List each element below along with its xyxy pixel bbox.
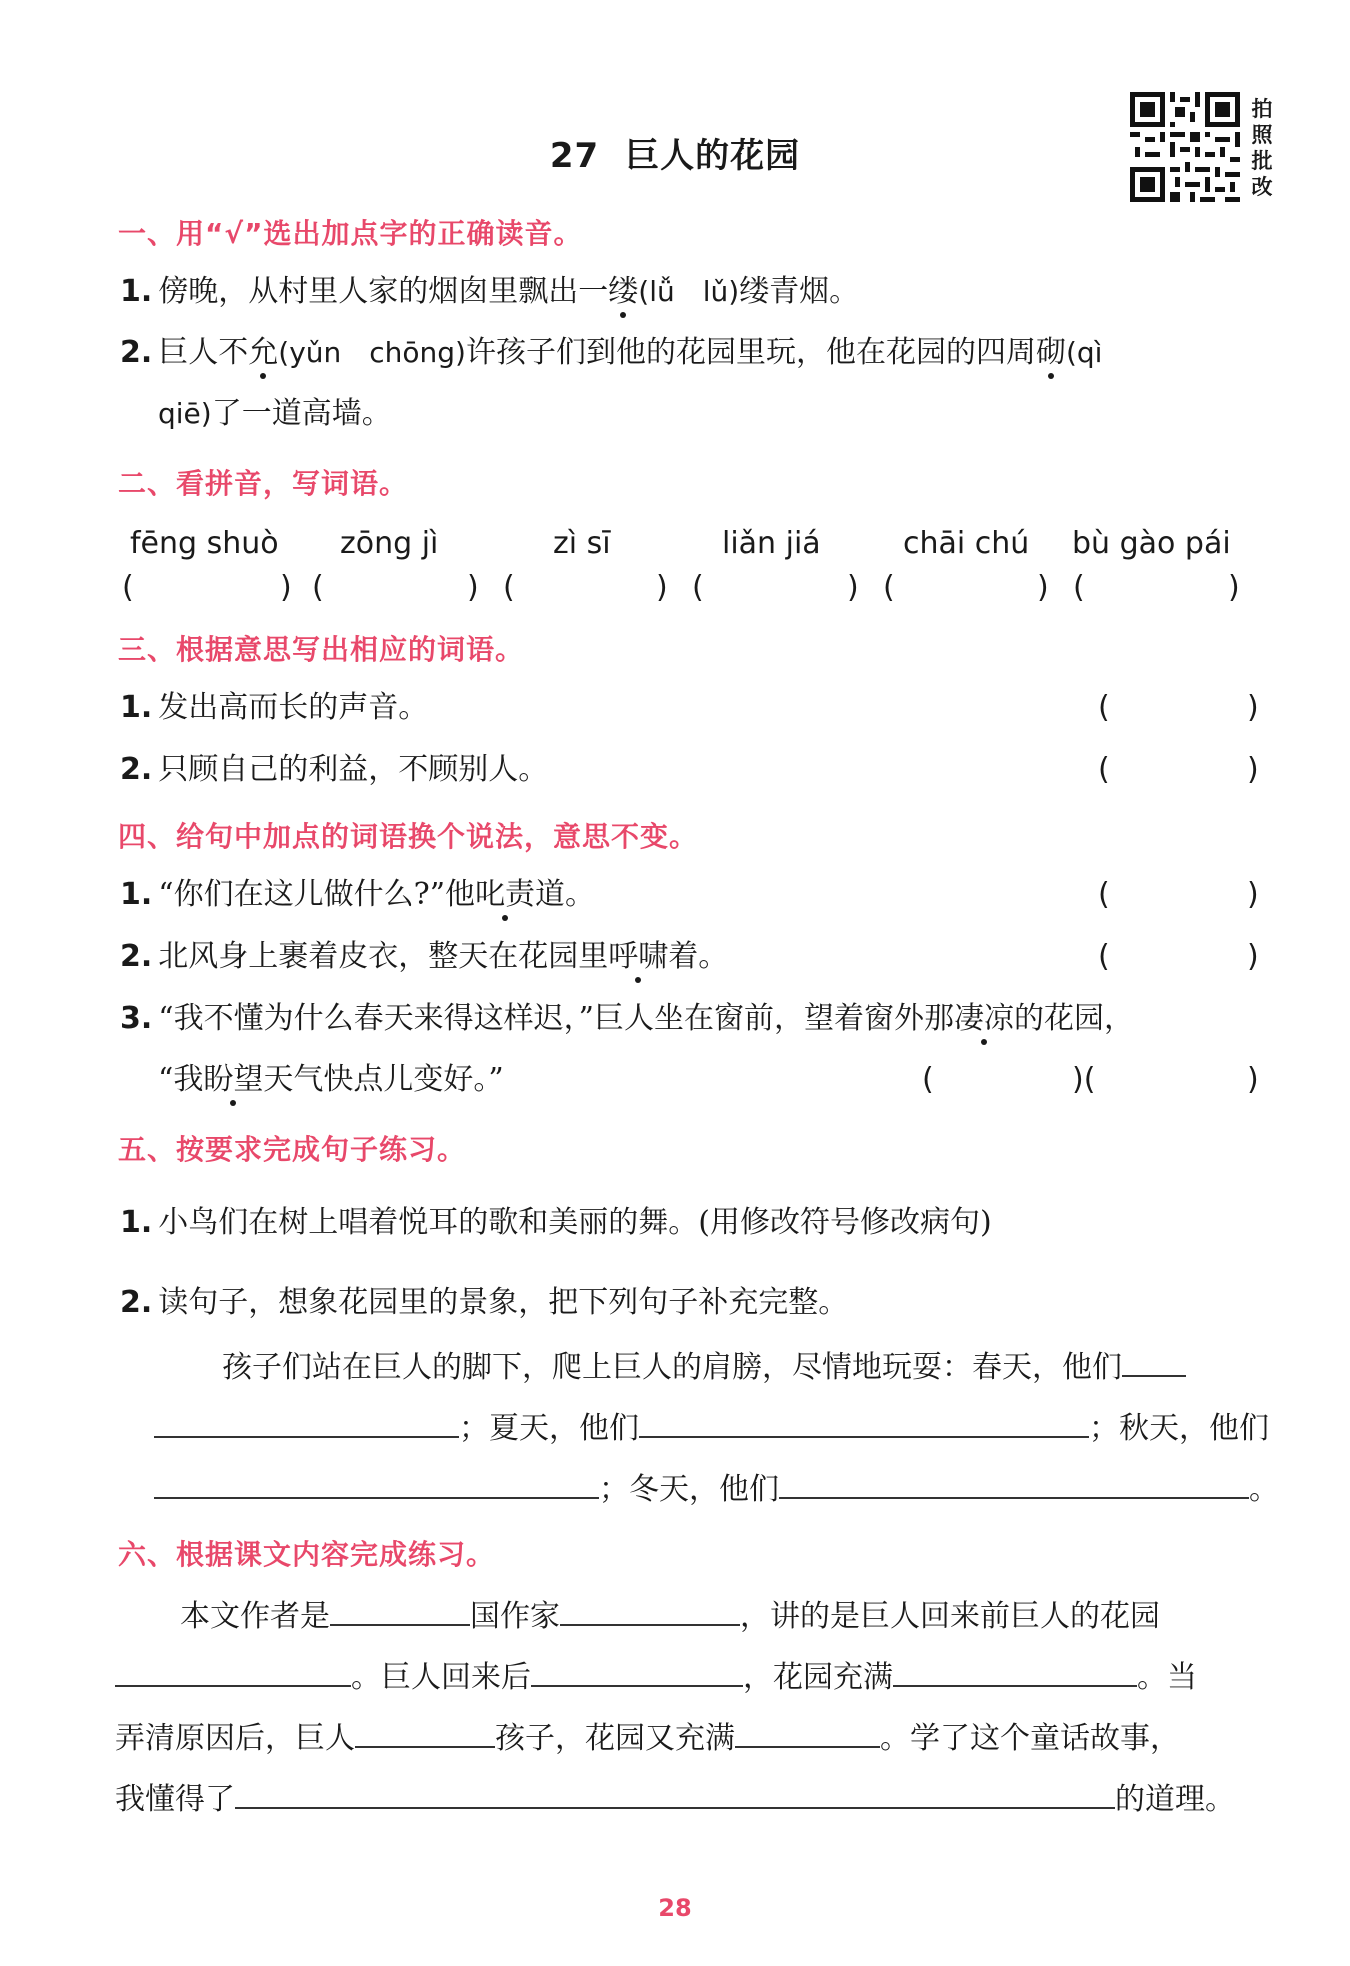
lesson-number: 27 (549, 136, 600, 176)
s3-question-1: 1. 发出高而长的声音。 (120, 690, 429, 725)
fill-blank[interactable] (330, 1594, 470, 1626)
pinyin-item: bù gào pái (1072, 526, 1231, 561)
answer-box-close: ) (1247, 939, 1259, 974)
answer-box-open[interactable]: ( (1098, 877, 1110, 912)
answer-box-open[interactable]: ( (1098, 939, 1110, 974)
answer-box-open[interactable]: ( (883, 570, 895, 605)
answer-box-open[interactable]: ( (1098, 690, 1110, 725)
answer-box-open[interactable]: ( (1098, 752, 1110, 787)
answer-box-close: ) (1247, 1062, 1259, 1097)
lesson-title: 巨人的花园 (625, 136, 801, 176)
fill-blank[interactable] (154, 1467, 599, 1499)
s5-question-1: 1. 小鸟们在树上唱着悦耳的歌和美丽的舞。(用修改符号修改病句) (120, 1205, 992, 1240)
answer-box-close: ) (467, 570, 479, 605)
pinyin-item: zì sī (553, 526, 611, 561)
answer-box-open[interactable]: ( (312, 570, 324, 605)
s5-passage-line-3: ；冬天，他们 。 (154, 1467, 1279, 1510)
section-2-heading: 二、看拼音，写词语。 (118, 467, 409, 500)
s5-question-2: 2. 读句子，想象花园里的景象，把下列句子补充完整。 (120, 1285, 849, 1320)
section-6-heading: 六、根据课文内容完成练习。 (118, 1538, 496, 1571)
pinyin-choice[interactable]: qiē) (158, 397, 212, 430)
answer-box-close: ) (847, 570, 859, 605)
fill-blank[interactable] (735, 1716, 880, 1748)
answer-box-close: ) (656, 570, 668, 605)
answer-box-open[interactable]: ( (503, 570, 515, 605)
pinyin-item: fēng shuò (130, 526, 279, 561)
s4-question-3-cont: “我盼望天气快点儿变好。” (158, 1062, 504, 1097)
fill-blank[interactable] (1122, 1345, 1186, 1377)
answer-box-open[interactable]: ( (922, 1062, 934, 1097)
section-5-heading: 五、按要求完成句子练习。 (118, 1133, 467, 1166)
section-1-heading: 一、用“√”选出加点字的正确读音。 (118, 217, 583, 250)
answer-box-close: ) (1247, 690, 1259, 725)
answer-box-close: )( (1072, 1062, 1096, 1097)
fill-blank[interactable] (779, 1467, 1249, 1499)
qr-code-icon[interactable] (1130, 92, 1240, 202)
answer-box-open[interactable]: ( (692, 570, 704, 605)
s6-line-2: 。巨人回来后 ，花园充满 。当 (115, 1655, 1197, 1698)
answer-box-close: ) (280, 570, 292, 605)
s6-line-3: 弄清原因后，巨人 孩子，花园又充满 。学了这个童话故事， (115, 1716, 1180, 1759)
fill-blank[interactable] (893, 1655, 1137, 1687)
answer-box-open[interactable]: ( (1073, 570, 1085, 605)
page-number: 28 (658, 1894, 692, 1922)
s6-line-4: 我懂得了 的道理。 (115, 1777, 1235, 1820)
answer-box-close: ) (1037, 570, 1049, 605)
s4-question-1: 1. “你们在这儿做什么?”他叱责道。 (120, 877, 596, 912)
pinyin-choice[interactable]: (qì (1065, 336, 1103, 369)
s1-question-2: 2. 巨人不允(yǔn chōng)许孩子们到他的花园里玩，他在花园的四周砌(qì (120, 335, 1103, 370)
qr-label: 拍 照 批 改 (1251, 97, 1273, 199)
answer-box-close: ) (1247, 752, 1259, 787)
s3-question-2: 2. 只顾自己的利益，不顾别人。 (120, 752, 549, 787)
pinyin-choice[interactable]: (yǔn chōng) (278, 336, 466, 369)
pinyin-item: zōng jì (340, 526, 439, 561)
section-4-heading: 四、给句中加点的词语换个说法，意思不变。 (118, 820, 699, 853)
s1-question-2-cont: qiē)了一道高墙。 (158, 396, 392, 431)
fill-blank[interactable] (115, 1655, 351, 1687)
answer-box-close: ) (1228, 570, 1240, 605)
s5-passage-line-2: ；夏天，他们 ；秋天，他们 (154, 1406, 1269, 1449)
s5-passage-line-1: 孩子们站在巨人的脚下，爬上巨人的肩膀，尽情地玩耍：春天，他们 (222, 1345, 1186, 1388)
answer-box-close: ) (1247, 877, 1259, 912)
fill-blank[interactable] (560, 1594, 740, 1626)
fill-blank[interactable] (235, 1777, 1115, 1809)
fill-blank[interactable] (154, 1406, 459, 1438)
pinyin-item: chāi chú (903, 526, 1030, 561)
s4-question-3: 3. “我不懂为什么春天来得这样迟，”巨人坐在窗前，望着窗外那凄凉的花园， (120, 1001, 1134, 1036)
answer-box-open[interactable]: ( (122, 570, 134, 605)
fill-blank[interactable] (639, 1406, 1089, 1438)
s4-question-2: 2. 北风身上裹着皮衣，整天在花园里呼啸着。 (120, 939, 729, 974)
fill-blank[interactable] (355, 1716, 495, 1748)
s6-line-1: 本文作者是 国作家 ，讲的是巨人回来前巨人的花园 (180, 1594, 1160, 1637)
pinyin-item: liǎn jiá (722, 526, 821, 561)
s1-question-1: 1. 傍晚，从村里人家的烟囱里飘出一缕(lǚ lǔ)缕青烟。 (120, 274, 860, 309)
section-3-heading: 三、根据意思写出相应的词语。 (118, 633, 525, 666)
pinyin-choice[interactable]: (lǚ lǔ) (638, 275, 740, 308)
fill-blank[interactable] (531, 1655, 743, 1687)
